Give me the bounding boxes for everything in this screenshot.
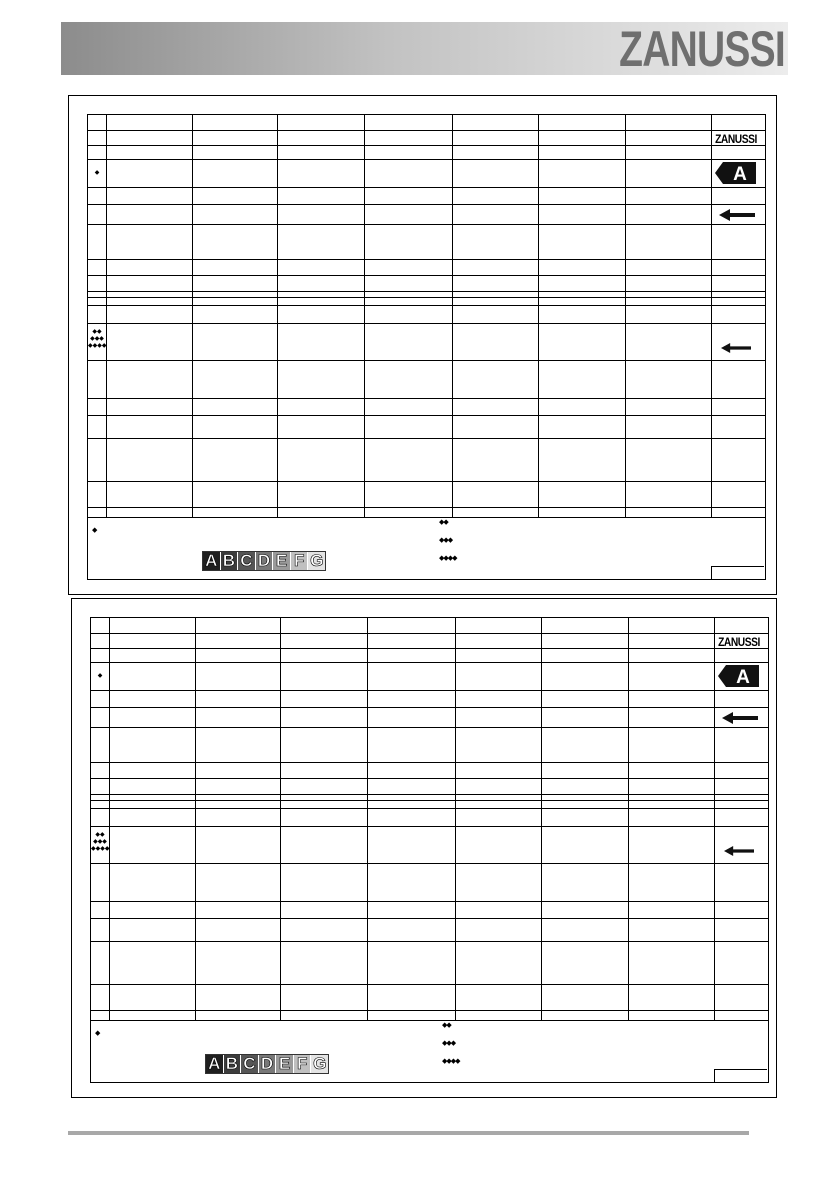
table-row-divider [91, 762, 768, 763]
row-marker-single: ◆ [94, 170, 100, 176]
energy-scale-letter: G [310, 551, 324, 570]
table-row-divider [88, 507, 765, 508]
footer-rule [68, 1131, 749, 1135]
table-row-divider [91, 727, 768, 728]
table-row-divider [88, 259, 765, 260]
table-row-divider [88, 398, 765, 399]
table-column-divider [452, 115, 453, 517]
energy-label-table-1 [87, 114, 766, 580]
table-row-divider [91, 707, 768, 708]
table-column-divider [628, 618, 629, 1020]
table-row-divider [91, 984, 768, 985]
footnote-marker: ◆ [95, 1030, 101, 1037]
table-row-divider [88, 187, 765, 188]
table-row-divider [91, 1020, 768, 1021]
table-row-divider [91, 690, 768, 691]
table-row-divider [88, 159, 765, 160]
table-column-divider [192, 115, 193, 517]
dot-legend-item: ◆◆ [439, 519, 448, 526]
table-row-divider [91, 778, 768, 779]
table-row-divider [88, 415, 765, 416]
table-row-divider [88, 145, 765, 146]
energy-scale-letter: B [221, 552, 239, 570]
svg-text:A: A [736, 667, 750, 687]
energy-scale-letter: B [224, 1055, 242, 1073]
arrow-left-icon [722, 711, 758, 723]
table-row-divider [88, 130, 765, 131]
table-row-divider [91, 901, 768, 902]
table-row-divider [91, 633, 768, 634]
row-marker-multi: ◆◆◆ [90, 336, 104, 342]
row-marker-multi: ◆◆ [95, 832, 105, 838]
energy-scale-letter: E [276, 1055, 294, 1073]
table-column-divider [711, 115, 712, 517]
table-column-divider [106, 115, 107, 517]
dot-legend-item: ◆◆◆◆ [442, 1058, 460, 1065]
table-row-divider [88, 204, 765, 205]
energy-label-panel-1 [68, 95, 777, 595]
energy-scale-strip [202, 551, 326, 571]
label-code-box [711, 566, 764, 580]
table-row-divider [91, 941, 768, 942]
table-row-divider [88, 305, 765, 306]
table-column-divider [364, 115, 365, 517]
svg-text:A: A [733, 164, 747, 184]
row-marker-multi: ◆◆◆◆ [91, 846, 110, 852]
energy-scale-strip [205, 1054, 329, 1074]
arrow-left-icon [724, 844, 760, 856]
row-marker-single: ◆ [97, 673, 103, 679]
energy-scale-letter: G [313, 1054, 327, 1073]
table-row-divider [88, 438, 765, 439]
dot-legend-item: ◆◆◆ [439, 537, 453, 544]
table-row-divider [88, 323, 765, 324]
table-row-divider [91, 794, 768, 795]
dot-legend-item: ◆◆ [442, 1022, 451, 1029]
energy-scale-letter: D [256, 552, 274, 570]
table-column-divider [109, 618, 110, 1020]
energy-label-panel-2 [71, 598, 777, 1098]
table-row-divider [88, 360, 765, 361]
table-column-divider [277, 115, 278, 517]
table-row-divider [88, 297, 765, 298]
energy-scale-letter: C [241, 1055, 259, 1073]
table-row-divider [91, 863, 768, 864]
arrow-left-icon [719, 208, 755, 220]
footnote-marker: ◆ [92, 527, 98, 534]
label-brand-logo: ZANUSSI [715, 132, 757, 146]
table-row-divider [88, 275, 765, 276]
energy-label-table-2 [90, 617, 769, 1083]
table-row-divider [91, 808, 768, 809]
energy-scale-letter: E [273, 552, 291, 570]
table-column-divider [280, 618, 281, 1020]
table-column-divider [195, 618, 196, 1020]
table-column-divider [538, 115, 539, 517]
energy-scale-letter: A [203, 552, 221, 570]
label-brand-logo: ZANUSSI [718, 635, 760, 649]
table-row-divider [91, 918, 768, 919]
table-column-divider [625, 115, 626, 517]
table-row-divider [91, 800, 768, 801]
table-row-divider [91, 1010, 768, 1011]
energy-class-badge-icon [718, 665, 759, 687]
arrow-left-icon [721, 341, 757, 353]
table-row-divider [91, 826, 768, 827]
energy-scale-letter: A [206, 1055, 224, 1073]
energy-scale-letter: C [238, 552, 256, 570]
table-column-divider [367, 618, 368, 1020]
row-marker-multi: ◆◆◆◆ [88, 343, 107, 349]
table-row-divider [88, 224, 765, 225]
header-band [61, 22, 788, 75]
table-row-divider [91, 662, 768, 663]
energy-scale-letter: D [259, 1055, 277, 1073]
dot-legend-item: ◆◆◆ [442, 1040, 456, 1047]
row-marker-multi: ◆◆ [92, 329, 102, 335]
row-marker-multi: ◆◆◆ [93, 839, 107, 845]
energy-scale-letter: F [294, 1055, 312, 1073]
table-row-divider [88, 517, 765, 518]
energy-scale-letter: F [291, 552, 309, 570]
table-column-divider [455, 618, 456, 1020]
dot-legend-item: ◆◆◆◆ [439, 555, 457, 562]
table-row-divider [88, 291, 765, 292]
energy-class-badge-icon [715, 162, 756, 184]
table-row-divider [91, 648, 768, 649]
table-row-divider [88, 481, 765, 482]
table-column-divider [714, 618, 715, 1020]
zanussi-logo: ZANUSSI [619, 20, 785, 77]
table-column-divider [541, 618, 542, 1020]
label-code-box [714, 1069, 767, 1083]
